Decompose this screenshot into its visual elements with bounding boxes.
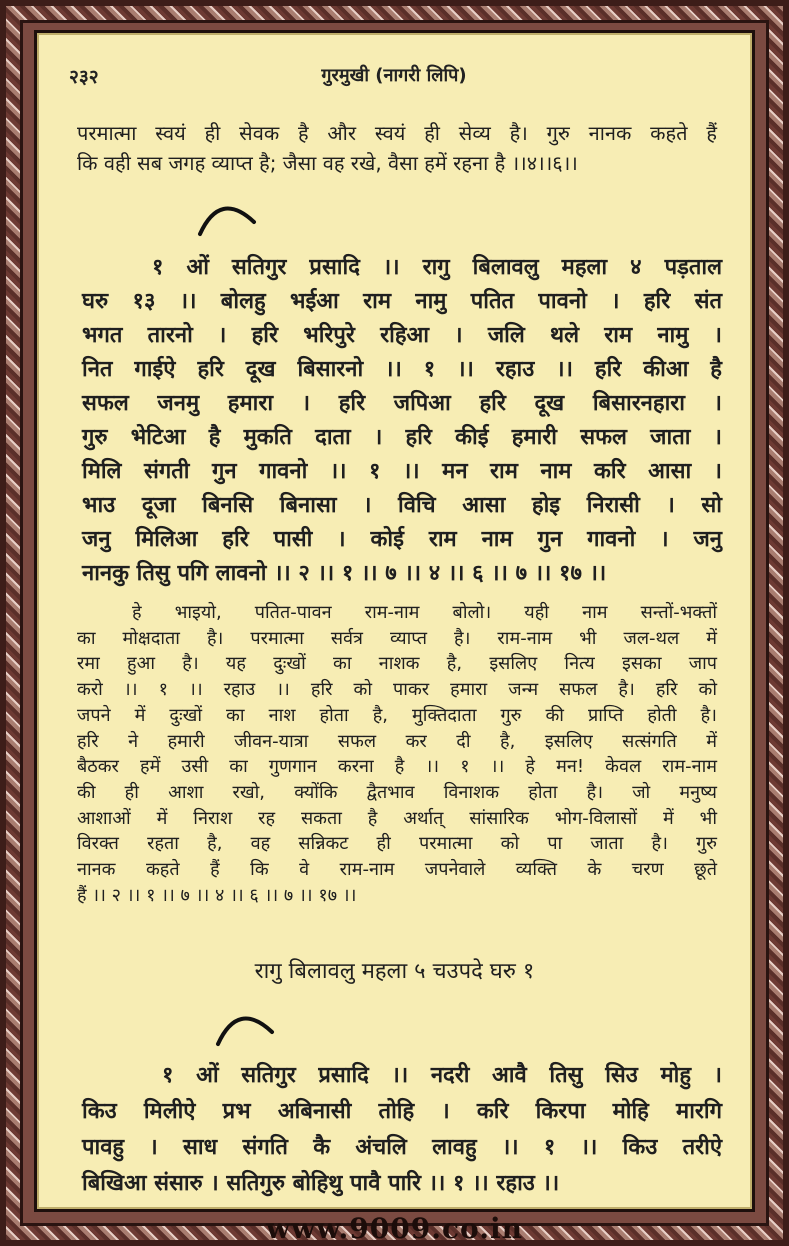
text-line: परमात्मा स्वयं ही सेवक है और स्वयं ही सेव्य है। गुरु नानक कहते हैं xyxy=(77,121,717,145)
verse-line: भगत तारनो । हरि भरिपुरे रहिआ । जलि थले राम नामु । xyxy=(82,323,722,348)
shabad-2 xyxy=(82,1058,722,1202)
verse-line: १ ओं सतिगुर प्रसादि ।। नदरी आवै तिसु सिउ मोहु । xyxy=(162,1063,722,1088)
verse-line: बिखिआ संसारु । सतिगुरु बोहिथु पावै पारि ।। १ ।। रहाउ ।। xyxy=(82,1171,560,1196)
text-line: करो ।। १ ।। रहाउ ।। हरि को पाकर हमारा जन्म सफल है। हरि को xyxy=(77,679,717,701)
text-line: विरक्त रहता है, वह सन्निकट ही परमात्मा को पा जाता है। गुरु xyxy=(77,833,717,855)
verse-line: भाउ दूजा बिनसि बिनासा । विचि आसा होइ निरासी । सो xyxy=(82,493,722,518)
verse-line: नानकु तिसु पगि लावनो ।। २ ।। १ ।। ७ ।। ४ ।। ६ ।। ७ ।। १७ ।। xyxy=(82,561,607,586)
page-header xyxy=(69,63,719,87)
text-line: कि वही सब जगह व्याप्त है; जैसा वह रखे, वैसा हमें रहना है ।।४।।६।। xyxy=(77,151,578,175)
text-line: हे भाइयो, पतित-पावन राम-नाम बोलो। यही नाम सन्तों-भक्तों xyxy=(132,602,717,623)
verse-line: गुरु भेटिआ है मुकति दाता । हरि कीई हमारी सफल जाता । xyxy=(82,425,722,450)
website-watermark: www.9009.co.in xyxy=(266,1212,523,1245)
text-line: का मोक्षदाता है। परमात्मा सर्वत्र व्याप्त है। राम-नाम भी जल-थल में xyxy=(77,627,717,649)
ik-onkar-arc-icon xyxy=(210,998,280,1048)
text-line: बैठकर हमें उसी का गुणगान करना है ।। १ ।। हे मन! केवल राम-नाम xyxy=(77,756,717,778)
verse-line: किउ मिलीऐ प्रभ अबिनासी तोहि । करि किरपा मोहि मारगि xyxy=(82,1099,722,1124)
running-title: गुरमुखी (नागरी लिपि) xyxy=(321,65,467,86)
intro-paragraph xyxy=(77,118,717,178)
text-line: हरि ने हमारी जीवन-यात्रा सफल कर दी है, इसलिए सत्संगति में xyxy=(77,730,717,752)
translation-paragraph xyxy=(77,600,717,908)
raga-heading: रागु बिलावलु महला ५ चउपदे घरु १ xyxy=(254,959,535,984)
ik-onkar-arc-icon xyxy=(192,188,262,238)
text-line: नानक कहते हैं कि वे राम-नाम जपनेवाले व्यक्ति के चरण छूते xyxy=(77,859,717,881)
verse-line: घरु १३ ।। बोलहु भईआ राम नामु पतित पावनो । हरि संत xyxy=(82,289,722,314)
verse-line: १ ओं सतिगुर प्रसादि ।। रागु बिलावलु महला ४ पड़ताल xyxy=(152,255,722,280)
shabad-1 xyxy=(82,251,722,591)
verse-line: जनु मिलिआ हरि पासी । कोई राम नाम गुन गावनो । जनु xyxy=(82,527,722,552)
book-page xyxy=(37,33,752,1209)
verse-line: मिलि संगती गुन गावनो ।। १ ।। मन राम नाम करि आसा । xyxy=(82,459,722,484)
verse-line: पावहु । साध संगति कै अंचलि लावहु ।। १ ।। किउ तरीऐ xyxy=(82,1135,722,1160)
text-line: रमा हुआ है। यह दुःखों का नाशक है, इसलिए नित्य इसका जाप xyxy=(77,653,717,675)
text-line: आशाओं में निराश रह सकता है अर्थात् सांसारिक भोग-विलासों में भी xyxy=(77,807,717,829)
text-line: हैं ।। २ ।। १ ।। ७ ।। ४ ।। ६ ।। ७ ।। १७ ।। xyxy=(77,884,357,906)
text-line: की ही आशा रखो, क्योंकि द्वैतभाव विनाशक होता है। जो मनुष्य xyxy=(77,781,717,803)
text-line: जपने में दुःखों का नाश होता है, मुक्तिदाता गुरु की प्राप्ति होती है। xyxy=(77,704,717,726)
verse-line: सफल जनमु हमारा । हरि जपिआ हरि दूख बिसारनहारा । xyxy=(82,391,722,416)
page-number: २३२ xyxy=(69,66,99,88)
verse-line: नित गाईऐ हरि दूख बिसारनो ।। १ ।। रहाउ ।। हरि कीआ है xyxy=(82,357,722,382)
